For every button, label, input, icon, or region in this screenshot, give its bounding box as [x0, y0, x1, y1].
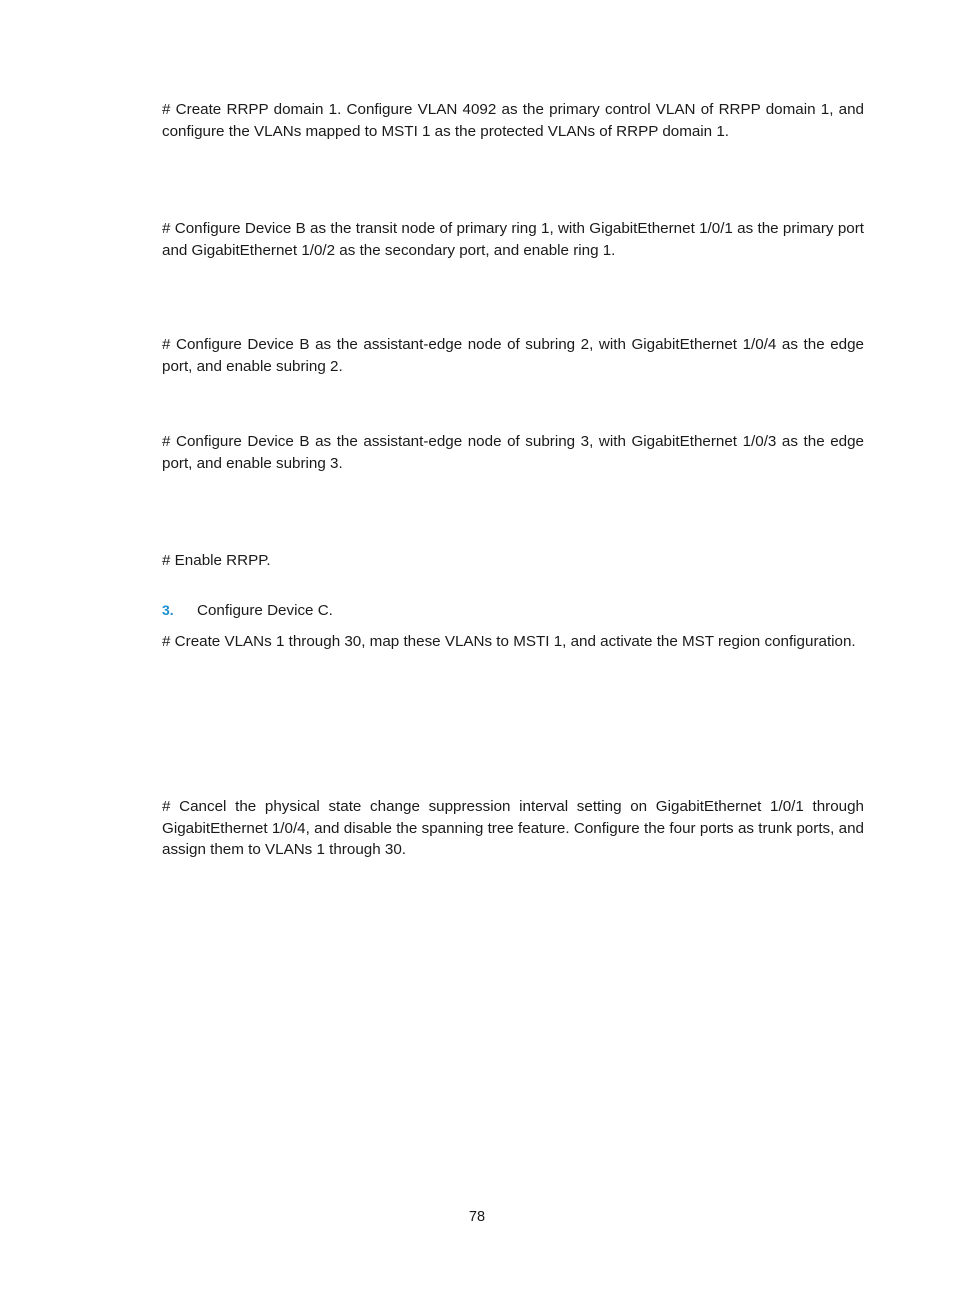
- paragraph-transit-node-ring-1: # Configure Device B as the transit node of primary ring 1, with GigabitEthernet 1/0/1 as the primary port and GigabitEthernet 1/0/2 as the secondary port, and enable ring 1.: [162, 220, 864, 259]
- paragraph-assistant-edge-subring-2: # Configure Device B as the assistant-edge node of subring 2, with GigabitEthernet 1/0/4 as the edge port, and enable subring 2.: [162, 336, 864, 375]
- paragraph-enable-rrpp: # Enable RRPP.: [162, 552, 271, 569]
- step-configure-device-c: [162, 600, 333, 622]
- step-text: Configure Device C.: [197, 602, 333, 619]
- paragraph-create-rrpp-domain: # Create RRPP domain 1. Configure VLAN 4092 as the primary control VLAN of RRPP domain 1, and configure the VLANs mapped to MSTI 1 as the protected VLANs of RRPP domain 1.: [162, 101, 864, 140]
- paragraph-assistant-edge-subring-3: # Configure Device B as the assistant-edge node of subring 3, with GigabitEthernet 1/0/3 as the edge port, and enable subring 3.: [162, 433, 864, 472]
- paragraph-create-vlans: # Create VLANs 1 through 30, map these VLANs to MSTI 1, and activate the MST region configuration.: [162, 633, 856, 650]
- page-number: 78: [468, 1209, 486, 1225]
- step-number: 3.: [162, 602, 174, 618]
- paragraph-cancel-suppression-interval: # Cancel the physical state change suppression interval setting on GigabitEthernet 1/0/1 through GigabitEthernet 1/0/4, and disable the spanning tree feature. Configure the four ports as trunk ports, and assign them to VLANs 1 through 30.: [162, 798, 864, 858]
